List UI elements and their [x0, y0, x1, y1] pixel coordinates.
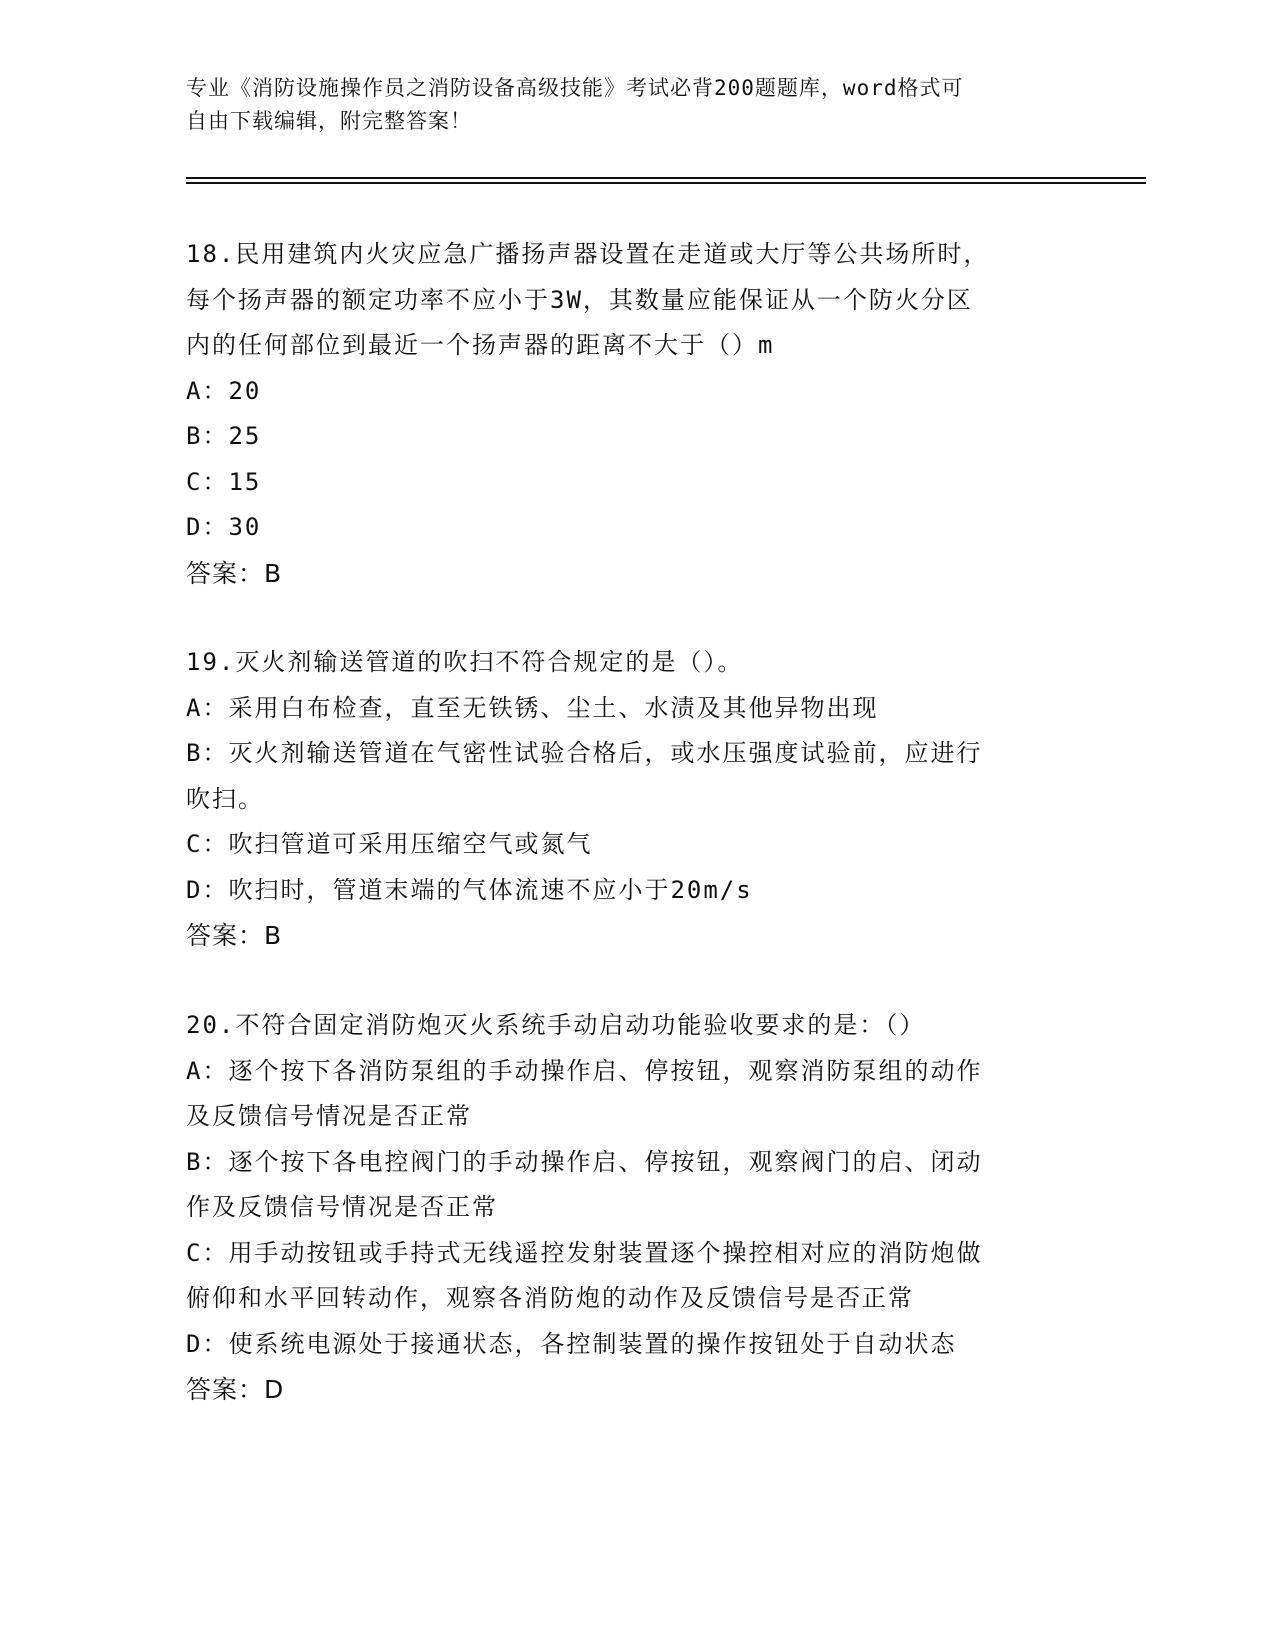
- option-b-continued: 吹扫。: [186, 784, 264, 813]
- header-divider-bottom: [186, 182, 1146, 184]
- option-a: A：采用白布检查，直至无铁锈、尘土、水渍及其他异物出现: [186, 693, 879, 722]
- option-b-continued: 作及反馈信号情况是否正常: [186, 1193, 498, 1221]
- option-a: A：逐个按下各消防泵组的手动操作启、停按钮，观察消防泵组的动作: [186, 1056, 983, 1085]
- question-19: [186, 640, 1086, 959]
- header-line-1: 专业《消防设施操作员之消防设备高级技能》考试必背200题题库，word格式可: [186, 76, 964, 100]
- answer-label: 答案：B: [186, 558, 283, 588]
- question-18: [186, 232, 1086, 596]
- question-20: [186, 1003, 1086, 1413]
- question-stem-line: 内的任何部位到最近一个扬声器的距离不大于（）m: [186, 331, 775, 359]
- option-b: B：灭火剂输送管道在气密性试验合格后，或水压强度试验前，应进行: [186, 739, 983, 767]
- option-d: D：使系统电源处于接通状态，各控制装置的操作按钮处于自动状态: [186, 1329, 957, 1358]
- question-stem-line: 19.灭火剂输送管道的吹扫不符合规定的是（）。: [186, 648, 744, 676]
- option-b: B：逐个按下各电控阀门的手动操作启、停按钮，观察阀门的启、闭动: [186, 1147, 983, 1176]
- option-b: B：25: [186, 422, 262, 450]
- option-c: C：15: [186, 467, 262, 496]
- document-header: [186, 72, 1066, 138]
- option-c: C：用手动按钮或手持式无线遥控发射装置逐个操控相对应的消防炮做: [186, 1238, 983, 1267]
- header-divider-top: [186, 177, 1146, 179]
- option-a: A：20: [186, 376, 262, 405]
- answer-label: 答案：B: [186, 921, 283, 950]
- answer-label: 答案：D: [186, 1375, 285, 1404]
- option-d: D：30: [186, 513, 262, 541]
- option-d: D：吹扫时，管道末端的气体流速不应小于20m/s: [186, 875, 753, 904]
- question-stem-line: 20.不符合固定消防炮灭火系统手动启动功能验收要求的是：（）: [186, 1011, 926, 1039]
- question-stem-line: 每个扬声器的额定功率不应小于3W，其数量应能保证从一个防火分区: [186, 285, 973, 314]
- header-line-2: 自由下载编辑，附完整答案！: [186, 109, 472, 133]
- question-stem-line: 18.民用建筑内火灾应急广播扬声器设置在走道或大厅等公共场所时，: [186, 240, 990, 268]
- option-c-continued: 俯仰和水平回转动作，观察各消防炮的动作及反馈信号是否正常: [186, 1284, 914, 1312]
- option-c: C：吹扫管道可采用压缩空气或氮气: [186, 830, 593, 858]
- option-a-continued: 及反馈信号情况是否正常: [186, 1102, 472, 1130]
